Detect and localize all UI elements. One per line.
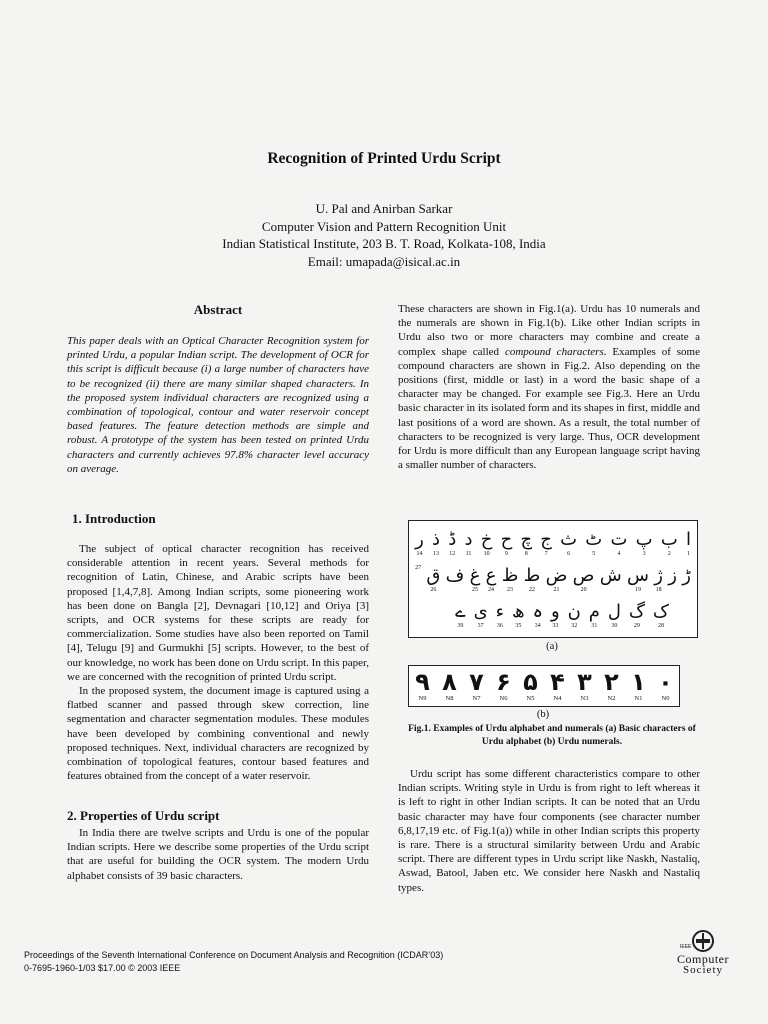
glyph: ت <box>610 529 628 550</box>
urdu-character <box>589 601 600 630</box>
urdu-character <box>668 565 677 594</box>
compound-characters-term: compound characters <box>504 345 604 358</box>
glyph: ح <box>500 529 513 550</box>
glyph: ۹ <box>415 668 430 696</box>
urdu-numeral <box>523 669 538 703</box>
glyph: ۴ <box>550 668 565 696</box>
properties-body <box>67 826 369 883</box>
urdu-character <box>629 601 645 630</box>
intro-paragraph-2: In the proposed system, the document image is captured using a flatbed scanner and passed through skew correction, line segmentation and character segmentation modules. These modules have been developed by combining conventional and newly proposed techniques. Next, individual characters are recognized by combination of topological features, contour based features and features obtained from the concept of a water reservoir. <box>67 685 369 783</box>
glyph-number: 33 <box>552 623 559 629</box>
footer-isbn: 0-7695-1960-1/03 $17.00 © 2003 IEEE <box>24 963 181 973</box>
glyph-number: 31 <box>591 623 598 629</box>
urdu-character <box>585 529 602 558</box>
properties-heading: 2. Properties of Urdu script <box>67 808 220 823</box>
glyph: ط <box>523 565 541 586</box>
urdu-character <box>608 601 621 630</box>
author-email: Email: umapada@isical.ac.in <box>307 253 461 269</box>
glyph: ل <box>607 601 621 622</box>
urdu-numeral <box>415 669 430 703</box>
urdu-character <box>520 529 532 558</box>
glyph-number: 36 <box>496 623 503 629</box>
glyph: خ <box>480 529 493 550</box>
glyph: پ <box>635 529 653 550</box>
glyph-number: 39 <box>457 623 464 629</box>
alphabet-row-3 <box>455 601 669 630</box>
glyph-number: 28 <box>657 623 664 629</box>
glyph: ٹ <box>585 529 603 550</box>
urdu-character <box>627 565 649 594</box>
glyph: ے <box>455 601 466 622</box>
figure-1a-alphabet <box>408 520 698 638</box>
glyph: ڑ <box>682 565 691 586</box>
urdu-character <box>496 601 504 630</box>
intro-paragraph-1: The subject of optical character recognition has received considerable attention in recent years. Several methods for recognition of Latin, Chinese, and Arabic scripts have been proposed [1,4,7,8]. Among Indian scripts, some pioneering work has been done on Bangla [2], Devnagari [10,12] and Oriya [3] scripts, and OCR systems for these scripts are ready for commercialization. Some studies have also been reported on Tamil [4], Telugu [9] and Gurmukhi [5] scripts. However, to the best of our knowledge, no work has been done on Urdu script. In this paper, we are concerned with the recognition of printed Urdu script. <box>67 543 369 683</box>
author-unit: Computer Vision and Pattern Recognition Unit <box>261 218 507 234</box>
glyph-number: 2 <box>667 551 671 557</box>
glyph-number: 37 <box>477 623 484 629</box>
glyph-number: 3 <box>642 551 646 557</box>
glyph-number: 27 <box>415 565 422 571</box>
glyph-number: 1 <box>687 551 690 557</box>
intro-heading: 1. Introduction <box>72 511 156 526</box>
urdu-character <box>474 601 488 630</box>
glyph-number: 24 <box>488 587 495 593</box>
glyph-number: N6 <box>499 695 508 702</box>
urdu-character <box>653 601 669 630</box>
glyph-number: 7 <box>544 551 548 557</box>
right-p1-part-b: . Examples of some compound characters are shown in Fig.2. Also depending on the positions (first, middle or last) in a word the basic shape of a character may be changed. For example see Fig.3. Here an Urdu basic character in its isolated form and its shapes in first, middle and last positions of a word are shown. As a result, the total number of characters to be recognized is very large. Thus, OCR development for Urdu is more difficult than any European language script having a smaller number of characters. <box>398 345 700 472</box>
glyph-number: 8 <box>524 551 528 557</box>
urdu-character <box>481 529 493 558</box>
figure-1a-label: (a) <box>546 641 558 652</box>
glyph: ی <box>473 601 488 622</box>
glyph: ا <box>685 529 691 550</box>
glyph: ع <box>485 565 497 586</box>
glyph: گ <box>628 601 645 622</box>
abstract-heading: Abstract <box>193 302 243 317</box>
footer-proceedings: Proceedings of the Seventh International Conference on Document Analysis and Recognition (ICDAR’03) <box>24 950 444 960</box>
urdu-character <box>551 601 560 630</box>
glyph-number: 11 <box>465 551 472 557</box>
author-institute: Indian Statistical Institute, 203 B. T. Road, Kolkata-108, India <box>222 236 546 251</box>
glyph: ۷ <box>469 668 484 696</box>
glyph: ۸ <box>442 668 457 696</box>
glyph: ش <box>599 565 622 586</box>
glyph: ء <box>495 601 505 622</box>
logo-computer-text: Computer <box>677 952 729 966</box>
glyph: ظ <box>501 565 519 586</box>
glyph-number: N9 <box>418 695 427 702</box>
glyph: ۵ <box>523 668 538 696</box>
glyph-number: 23 <box>507 587 514 593</box>
glyph: غ <box>469 565 481 586</box>
urdu-numeral <box>631 669 646 703</box>
alphabet-row-1 <box>415 529 691 558</box>
urdu-character <box>432 529 440 558</box>
glyph: ر <box>415 529 424 550</box>
glyph: ذ <box>432 529 441 550</box>
glyph-number: 9 <box>504 551 508 557</box>
glyph-number: 14 <box>416 551 423 557</box>
glyph: ص <box>572 565 595 586</box>
glyph: ۶ <box>496 668 511 696</box>
glyph: ھ <box>512 601 525 622</box>
urdu-numeral <box>658 669 673 703</box>
computer-society-logo <box>662 930 744 974</box>
urdu-numeral <box>550 669 565 703</box>
glyph-number: 18 <box>655 587 662 593</box>
right-paragraph-1 <box>398 302 700 472</box>
glyph-number: 25 <box>471 587 478 593</box>
urdu-character <box>636 529 653 558</box>
urdu-numeral <box>496 669 511 703</box>
urdu-character <box>470 565 481 594</box>
glyph-number: N7 <box>472 695 481 702</box>
abstract-text: This paper deals with an Optical Character Recognition system for printed Urdu, a popular Indian script. The development of OCR for this script is difficult because (i) a large number of characters have to be recognized (ii) there are many similar shaped characters. In the proposed system individual characters are recognized using a combination of topological, contour and water reservoir concept based features. The feature detection methods are simple and robust. A prototype of the system has been tested on printed Urdu characters and currently achieves 97.8% character level accuracy on average. <box>67 335 369 475</box>
urdu-character <box>512 601 525 630</box>
author-names: U. Pal and Anirban Sarkar <box>315 201 453 216</box>
glyph-number: 34 <box>534 623 541 629</box>
glyph: ۲ <box>604 668 619 696</box>
glyph-number: 10 <box>483 551 490 557</box>
glyph-number: N0 <box>661 695 670 702</box>
glyph: ک <box>652 601 669 622</box>
glyph: ہ <box>532 601 544 622</box>
urdu-character <box>446 565 465 594</box>
urdu-character <box>654 565 663 594</box>
glyph: ب <box>660 529 678 550</box>
intro-body <box>67 542 369 783</box>
urdu-character <box>415 565 421 594</box>
glyph: و <box>550 601 560 622</box>
logo-society-text: Society <box>683 964 723 976</box>
glyph-number: N1 <box>634 695 643 702</box>
glyph-number: N4 <box>553 695 562 702</box>
urdu-character <box>426 565 440 594</box>
urdu-numeral <box>442 669 457 703</box>
right-p2: Urdu script has some different characteristics compare to other Indian scripts. Writing style in Urdu is from right to left whereas it is left to right in other Indian scripts. It can be noted that an Urdu basic character may have four components (see character number 6,8,17,19 etc. of Fig.1(a)) while in other Indian scripts this property is rare. There is a structural similarity between Urdu and Arabic script. There are different types in Urdu script like Naskh, Nastaliq, Aswad, Batool, Jaben etc. We consider here Naskh and Nastaliq types. <box>398 768 700 894</box>
glyph: ث <box>560 529 578 550</box>
urdu-numeral <box>469 669 484 703</box>
glyph: ۰ <box>658 668 673 696</box>
author-block <box>0 200 768 270</box>
urdu-character <box>560 529 577 558</box>
glyph-number: 5 <box>592 551 596 557</box>
glyph: ڈ <box>448 529 457 550</box>
glyph-number: 30 <box>611 623 618 629</box>
urdu-character <box>501 529 513 558</box>
glyph-number: 13 <box>433 551 440 557</box>
urdu-character <box>540 529 552 558</box>
glyph: ژ <box>654 565 663 586</box>
glyph: ف <box>445 565 465 586</box>
urdu-numeral <box>604 669 619 703</box>
urdu-numeral <box>577 669 592 703</box>
urdu-character <box>533 601 544 630</box>
right-paragraph-2 <box>398 767 700 895</box>
glyph: ۱ <box>631 668 646 696</box>
glyph-number: 6 <box>567 551 571 557</box>
glyph: ق <box>426 565 441 586</box>
urdu-character <box>486 565 497 594</box>
urdu-character <box>524 565 541 594</box>
urdu-character <box>546 565 568 594</box>
figure-1b-numerals <box>408 665 680 707</box>
urdu-character <box>502 565 519 594</box>
urdu-character <box>686 529 691 558</box>
glyph: ۳ <box>577 668 592 696</box>
glyph-number: 35 <box>515 623 522 629</box>
urdu-character <box>610 529 627 558</box>
urdu-character <box>682 565 691 594</box>
glyph: ج <box>540 529 552 550</box>
glyph-number: N3 <box>580 695 589 702</box>
urdu-character <box>415 529 424 558</box>
urdu-character <box>448 529 456 558</box>
glyph: چ <box>520 529 533 550</box>
alphabet-row-2 <box>415 565 691 594</box>
glyph-number: 32 <box>571 623 578 629</box>
glyph-number: 29 <box>633 623 640 629</box>
logo-ieee-text: IEEE <box>680 944 692 950</box>
glyph: م <box>588 601 600 622</box>
glyph-number: 12 <box>449 551 456 557</box>
glyph-number: N2 <box>607 695 616 702</box>
paper-title: Recognition of Printed Urdu Script <box>267 150 501 167</box>
urdu-character <box>661 529 678 558</box>
glyph: د <box>464 529 473 550</box>
glyph: ز <box>668 565 677 586</box>
glyph-number: N8 <box>445 695 454 702</box>
glyph-number: 4 <box>617 551 621 557</box>
glyph: ض <box>545 565 568 586</box>
glyph-number: 21 <box>553 587 560 593</box>
glyph-number: 19 <box>635 587 642 593</box>
glyph-number: 22 <box>528 587 535 593</box>
urdu-character <box>455 601 466 630</box>
right-p1-part-a: These characters are shown in Fig.1(a). Urdu has 10 numerals and the numerals are shown in Fig.1(b). Like other Indian scripts in Urdu also two or more characters may combine and create a complex shape called <box>398 303 700 358</box>
glyph-number: 26 <box>430 587 437 593</box>
urdu-character <box>573 565 595 594</box>
glyph: س <box>627 565 649 586</box>
urdu-character <box>568 601 581 630</box>
figure-1b-label: (b) <box>536 709 550 720</box>
properties-paragraph-1: In India there are twelve scripts and Urdu is one of the popular Indian scripts. Here we describe some properties of the Urdu script that are useful for building the OCR system. The modern Urdu alphabet consists of 39 basic characters. <box>67 827 369 882</box>
ieee-mark-icon <box>692 930 714 952</box>
glyph-number: N5 <box>526 695 535 702</box>
glyph: ن <box>567 601 581 622</box>
urdu-character <box>600 565 622 594</box>
urdu-character <box>465 529 473 558</box>
glyph-number: 20 <box>580 587 587 593</box>
figure-1-caption: Fig.1. Examples of Urdu alphabet and numerals (a) Basic characters of Urdu alphabet (b) Urdu numerals. <box>408 724 696 747</box>
